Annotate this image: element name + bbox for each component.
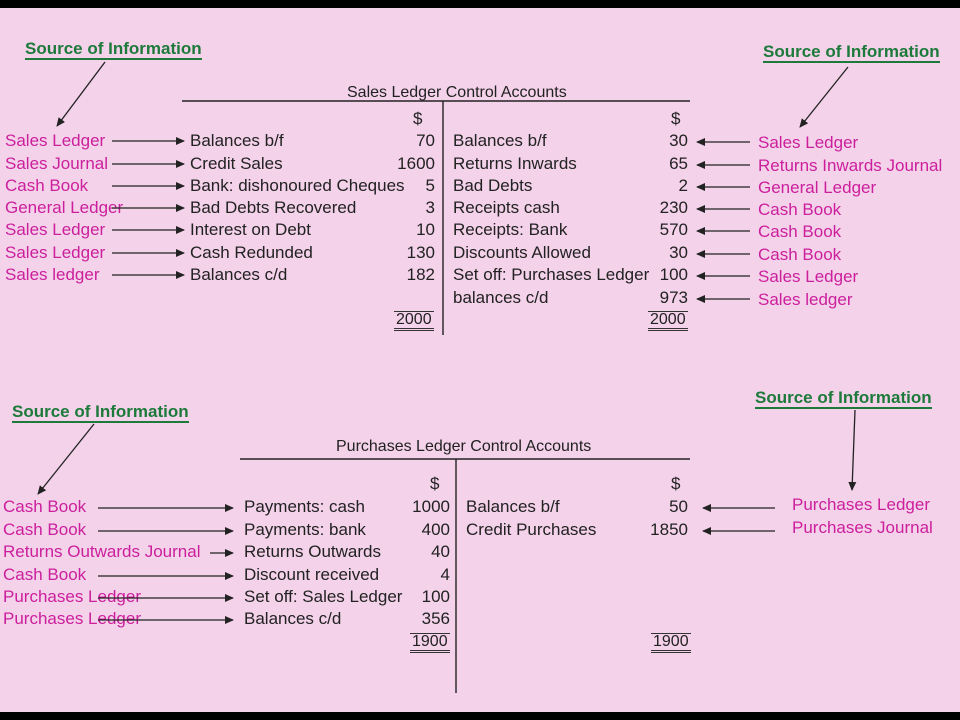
source-heading-sales-left: Source of Information	[25, 39, 202, 58]
ledger-control-accounts-figure	[0, 8, 960, 712]
purchases-debit-item: Returns Outwards	[244, 542, 381, 561]
sales-credit-item: Set off: Purchases Ledger	[453, 265, 650, 284]
sales-debit-source: Sales ledger	[5, 265, 100, 284]
sales-debit-source: Sales Ledger	[5, 131, 106, 150]
sales-debit-amount: 130	[406, 243, 435, 262]
purchases-credit-total: 1900	[651, 633, 691, 653]
sales-credit-amount: 230	[659, 198, 688, 217]
purchases-credit-item: Balances b/f	[466, 497, 560, 516]
purchases-debit-source: Purchases Ledger	[3, 609, 141, 628]
sales-credit-source: Sales Ledger	[758, 133, 859, 152]
purchases-credit-amount: 1850	[650, 520, 688, 539]
purchases-credit-item: Credit Purchases	[466, 520, 597, 539]
sales-credit-item: Discounts Allowed	[453, 243, 591, 262]
sales-debit-total: 2000	[394, 311, 434, 331]
purchases-debit-source: Cash Book	[3, 497, 87, 516]
purchases-debit-amount: 400	[421, 520, 450, 539]
sales-debit-item: Cash Redunded	[190, 243, 313, 262]
sales-credit-amount: 973	[659, 288, 688, 307]
sales-credit-item: Receipts cash	[453, 198, 560, 217]
sales-debit-source: Sales Ledger	[5, 220, 106, 239]
sales-credit-item: Returns Inwards	[453, 154, 577, 173]
sales-credit-item: Balances b/f	[453, 131, 547, 150]
purchases-account-title: Purchases Ledger Control Accounts	[336, 438, 592, 455]
purchases-credit-currency: $	[671, 474, 681, 493]
source-heading-purchases-left: Source of Information	[12, 402, 189, 421]
purchases-debit-amount: 100	[421, 587, 450, 606]
purchases-debit-item: Payments: bank	[244, 520, 366, 539]
purchases-debit-item: Set off: Sales Ledger	[244, 587, 403, 606]
sales-debit-item: Credit Sales	[190, 154, 283, 173]
sales-debit-item: Interest on Debt	[190, 220, 311, 239]
purchases-debit-item: Payments: cash	[244, 497, 365, 516]
sales-debit-item: Balances b/f	[190, 131, 284, 150]
sales-credit-item: Bad Debts	[453, 176, 533, 195]
sales-credit-amount: 570	[659, 220, 688, 239]
sales-debit-amount: 1600	[397, 154, 435, 173]
sales-credit-source: Cash Book	[758, 200, 842, 219]
sales-debit-amount: 182	[406, 265, 435, 284]
sales-debit-source: Sales Ledger	[5, 243, 106, 262]
sales-credit-amount: 2	[678, 176, 688, 195]
sales-credit-amount: 30	[669, 243, 688, 262]
sales-debit-item: Balances c/d	[190, 265, 288, 284]
purchases-debit-source: Cash Book	[3, 520, 87, 539]
purchases-debit-amount: 356	[421, 609, 450, 628]
purchases-debit-currency: $	[430, 474, 440, 493]
sales-debit-currency: $	[413, 109, 423, 128]
purchases-debit-item: Balances c/d	[244, 609, 342, 628]
sales-credit-source: Returns Inwards Journal	[758, 156, 943, 175]
sales-credit-currency: $	[671, 109, 681, 128]
source-heading-purchases-right: Source of Information	[755, 388, 932, 407]
sales-credit-source: Sales Ledger	[758, 267, 859, 286]
sales-credit-source: Cash Book	[758, 245, 842, 264]
purchases-debit-total: 1900	[410, 633, 450, 653]
sales-debit-amount: 10	[416, 220, 435, 239]
purchases-debit-source: Returns Outwards Journal	[3, 542, 201, 561]
sales-debit-amount: 70	[416, 131, 435, 150]
purchases-credit-source: Purchases Ledger	[792, 495, 930, 514]
sales-debit-item: Bank: dishonoured Cheques	[190, 176, 405, 195]
sales-debit-item: Bad Debts Recovered	[190, 198, 357, 217]
purchases-debit-amount: 40	[431, 542, 450, 561]
purchases-debit-source: Cash Book	[3, 565, 87, 584]
sales-debit-source: Sales Journal	[5, 154, 109, 173]
sales-credit-amount: 100	[659, 265, 688, 284]
sales-debit-amount: 5	[425, 176, 435, 195]
purchases-debit-amount: 4	[440, 565, 450, 584]
purchases-debit-amount: 1000	[412, 497, 450, 516]
purchases-debit-item: Discount received	[244, 565, 380, 584]
sales-credit-source: Sales ledger	[758, 290, 853, 309]
sales-credit-amount: 65	[669, 154, 688, 173]
purchases-debit-source: Purchases Ledger	[3, 587, 141, 606]
purchases-credit-amount: 50	[669, 497, 688, 516]
purchases-credit-source: Purchases Journal	[792, 518, 933, 537]
sales-credit-item: Receipts: Bank	[453, 220, 568, 239]
sales-debit-source: Cash Book	[5, 176, 89, 195]
sales-credit-source: Cash Book	[758, 222, 842, 241]
sales-debit-amount: 3	[425, 198, 435, 217]
sales-credit-amount: 30	[669, 131, 688, 150]
sales-debit-source: General Ledger	[5, 198, 124, 217]
sales-credit-item: balances c/d	[453, 288, 549, 307]
source-heading-sales-right: Source of Information	[763, 42, 940, 61]
sales-credit-total: 2000	[648, 311, 688, 331]
sales-credit-source: General Ledger	[758, 178, 877, 197]
sales-account-title: Sales Ledger Control Accounts	[347, 84, 567, 101]
